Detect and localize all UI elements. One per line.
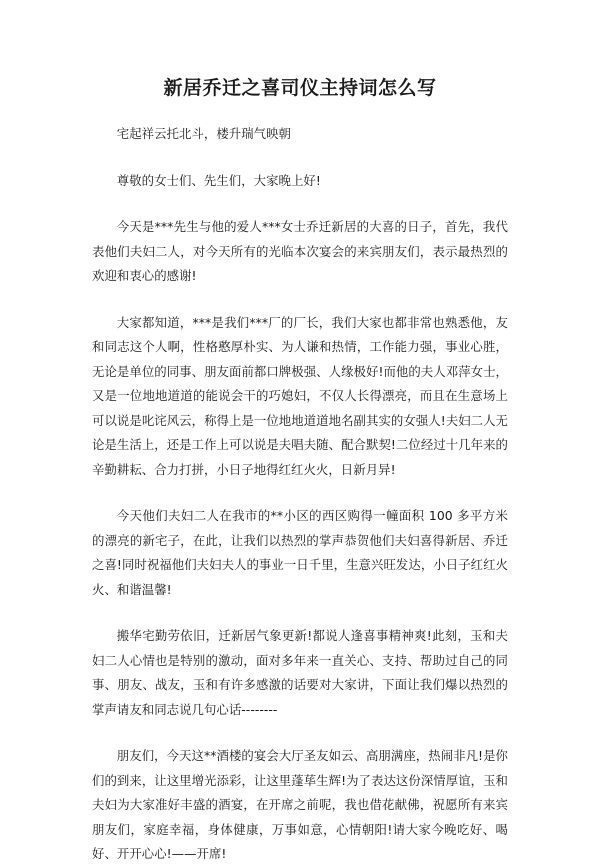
greeting-paragraph: 尊敬的女士们、先生们，大家晚上好! xyxy=(116,172,321,188)
closing-paragraph: 朋友们，今天这**酒楼的宴会大厅圣友如云、高朋满座，热闹非凡!是你们的到来，让这里增光添彩，让这里蓬荜生辉!为了表达这份深情厚谊，玉和夫妇为大家准好丰盛的酒宴，在开席之前呢，我也借花献佛，祝愿所有来宾朋友们，家庭幸福，身体健康，万事如意，心情朝阳!请大家今晚吃好、喝好、开开心心!——开席! xyxy=(92,748,508,861)
couplet-line: 宅起祥云托北斗，楼升瑞气映朝 xyxy=(116,126,291,141)
speech-invitation-paragraph: 搬华宅勤劳依旧，迁新居气象更新!都说人逢喜事精神爽!此刻，玉和夫妇二人心情也是特别的激动，面对多年来一直关心、支持、帮助过自己的同事、朋友、战友，玉和有许多感激的话要对大家讲，下面让我们爆以热烈的掌声请友和同志说几句心话-------- xyxy=(92,628,508,717)
document-title: 新居乔迁之喜司仪主持词怎么写 xyxy=(163,77,437,99)
welcome-paragraph: 今天是***先生与他的爱人***女士乔迁新居的大喜的日子，首先，我代表他们夫妇二人，对今天所有的光临本次宴会的来宾朋友们，表示最热烈的欢迎和衷心的感谢! xyxy=(92,219,508,283)
introduction-paragraph: 大家都知道，***是我们***厂的厂长，我们大家也都非常也熟悉他，友和同志这个人啊，性格憨厚朴实、为人谦和热情，工作能力强，事业心胜，无论是单位的同事、朋友面前都口牌极强、人缘极好!而他的夫人邓萍女士，又是一位地地道道的能说会干的巧媳妇，不仅人长得漂亮，而且在生意场上可以说是叱诧风云，称得上是一位地地道道地名副其实的女强人!夫妇二人无论是生活上，还是工作上可以说是夫唱夫随、配合默契!二位经过十几年来的辛勤耕耘、合力打拼，小日子地得红红火火，日新月异! xyxy=(92,314,508,477)
congratulation-paragraph: 今天他们夫妇二人在我市的**小区的西区购得一幢面积 100 多平方米的漂亮的新宅子，在此，让我们以热烈的掌声恭贺他们夫妇喜得新居、乔迁之喜!同时祝福他们夫妇夫人的事业一日千里，生意兴旺发达，小日子红红火火、和谐温馨! xyxy=(92,508,508,597)
